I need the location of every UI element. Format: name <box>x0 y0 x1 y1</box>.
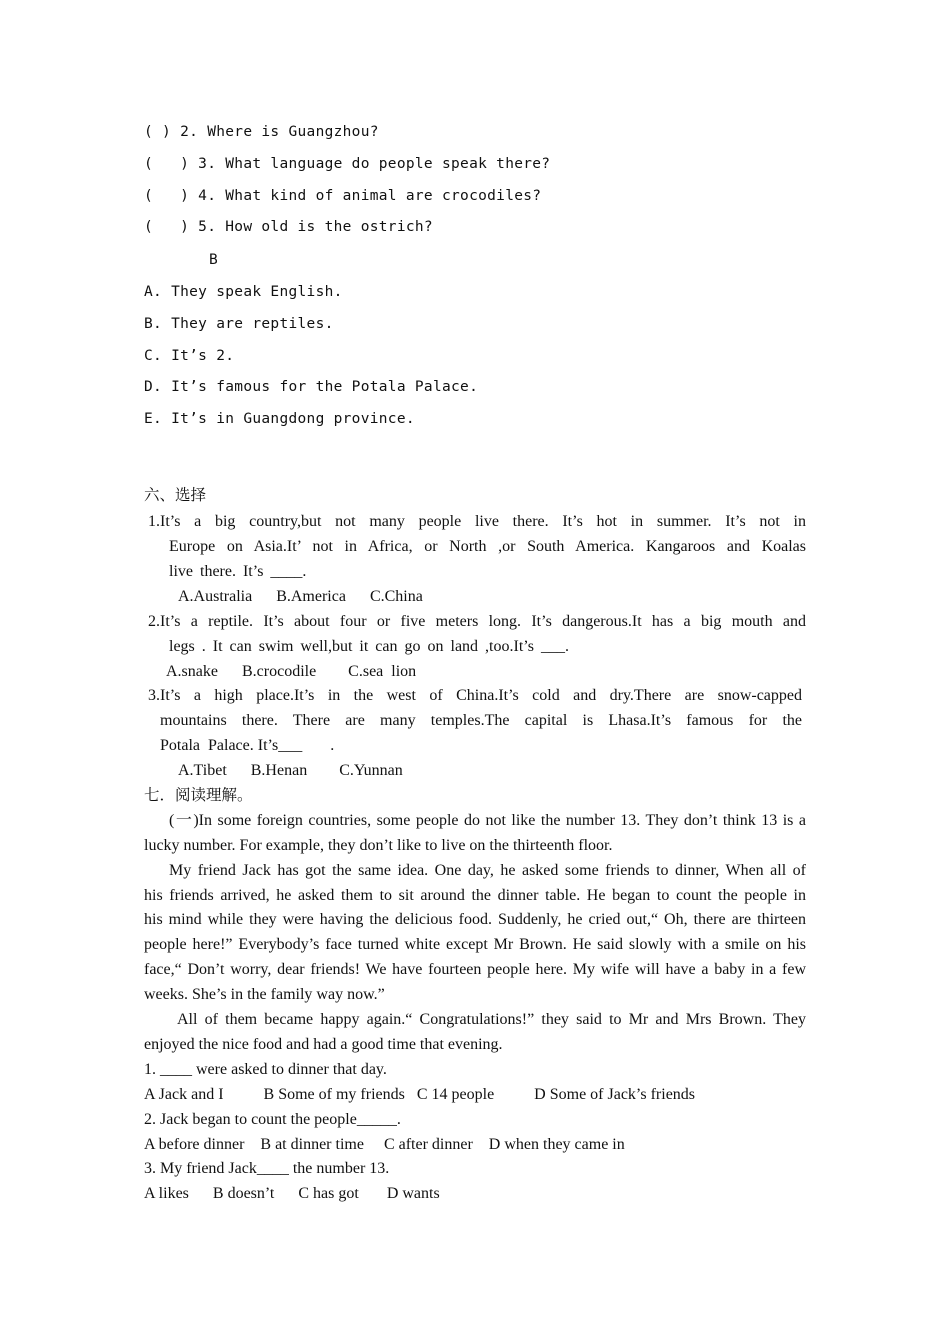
passage-line: face,“ Don’t worry, dear friends! We have fourteen people here. My wife will have a baby in a few <box>144 961 806 978</box>
answer-b: B. They are reptiles. <box>144 316 334 332</box>
q1-line-2: Europe on Asia.It’ not in Africa, or North ,or South America. Kangaroos and Koalas <box>169 538 806 555</box>
passage-line: lucky number. For example, they don’t like to live on the thirteenth floor. <box>144 837 613 854</box>
q3-line-2: mountains there. There are many temples.The capital is Lhasa.It’s famous for the <box>160 712 802 729</box>
q3-line-1: 3.It’s a high place.It’s in the west of China.It’s cold and dry.There are snow-capped <box>148 687 802 704</box>
answer-e: E. It’s in Guangdong province. <box>144 411 415 427</box>
passage-line: (一)In some foreign countries, some people do not like the number 13. They don’t think 13 is a <box>169 812 806 829</box>
q1-line-3: live there. It’s ____. <box>169 563 307 580</box>
answer-d: D. It’s famous for the Potala Palace. <box>144 379 479 395</box>
q2-options: A.snake B.crocodile C.sea lion <box>166 663 417 680</box>
passage-line: his friends arrived, he asked them to sit around the dinner table. He began to count the people in <box>144 887 806 904</box>
match-question-5: ( ) 5. How old is the ostrich? <box>144 219 433 235</box>
reading-q1-options: A Jack and I B Some of my friends C 14 people D Some of Jack’s friends <box>144 1086 696 1103</box>
q3-options: A.Tibet B.Henan C.Yunnan <box>178 762 403 779</box>
q3-line-3: Potala Palace. It’s___ . <box>160 737 335 754</box>
passage-line: people here!” Everybody’s face turned white except Mr Brown. He said slowly with a smile on his <box>144 936 806 953</box>
passage-line: weeks. She’s in the family way now.” <box>144 986 385 1003</box>
passage-line: enjoyed the nice food and had a good time that evening. <box>144 1036 503 1053</box>
answer-c: C. It’s 2. <box>144 348 235 364</box>
match-question-4: ( ) 4. What kind of animal are crocodiles? <box>144 188 542 204</box>
column-label-b: B <box>209 252 219 268</box>
passage-line: All of them became happy again.“ Congratulations!” they said to Mr and Mrs Brown. They <box>177 1011 806 1028</box>
match-question-2: ( ) 2. Where is Guangzhou? <box>144 124 379 140</box>
q2-line-2: legs . It can swim well,but it can go on land ,too.It’s ___. <box>169 638 569 655</box>
passage-line: My friend Jack has got the same idea. One day, he asked some friends to dinner, When all of <box>169 862 806 879</box>
passage-line: his mind while they were having the delicious food. Suddenly, he cried out,“ Oh, there are thirteen <box>144 911 806 928</box>
reading-q2-stem: 2. Jack began to count the people_____. <box>144 1111 401 1128</box>
q1-line-1: 1.It’s a big country,but not many people live there. It’s hot in summer. It’s not in <box>148 513 806 530</box>
match-question-3: ( ) 3. What language do people speak there? <box>144 156 551 172</box>
q2-line-1: 2.It’s a reptile. It’s about four or five meters long. It’s dangerous.It has a big mouth and <box>148 613 806 630</box>
reading-q3-stem: 3. My friend Jack____ the number 13. <box>144 1160 390 1177</box>
reading-q2-options: A before dinner B at dinner time C after dinner D when they came in <box>144 1136 625 1153</box>
section-7-heading: 七．阅读理解。 <box>144 786 253 804</box>
answer-a: A. They speak English. <box>144 284 343 300</box>
section-6-heading: 六、选择 <box>144 486 207 504</box>
q1-options: A.Australia B.America C.China <box>178 588 423 605</box>
reading-q3-options: A likes B doesn’t C has got D wants <box>144 1185 440 1202</box>
reading-q1-stem: 1. ____ were asked to dinner that day. <box>144 1061 387 1078</box>
